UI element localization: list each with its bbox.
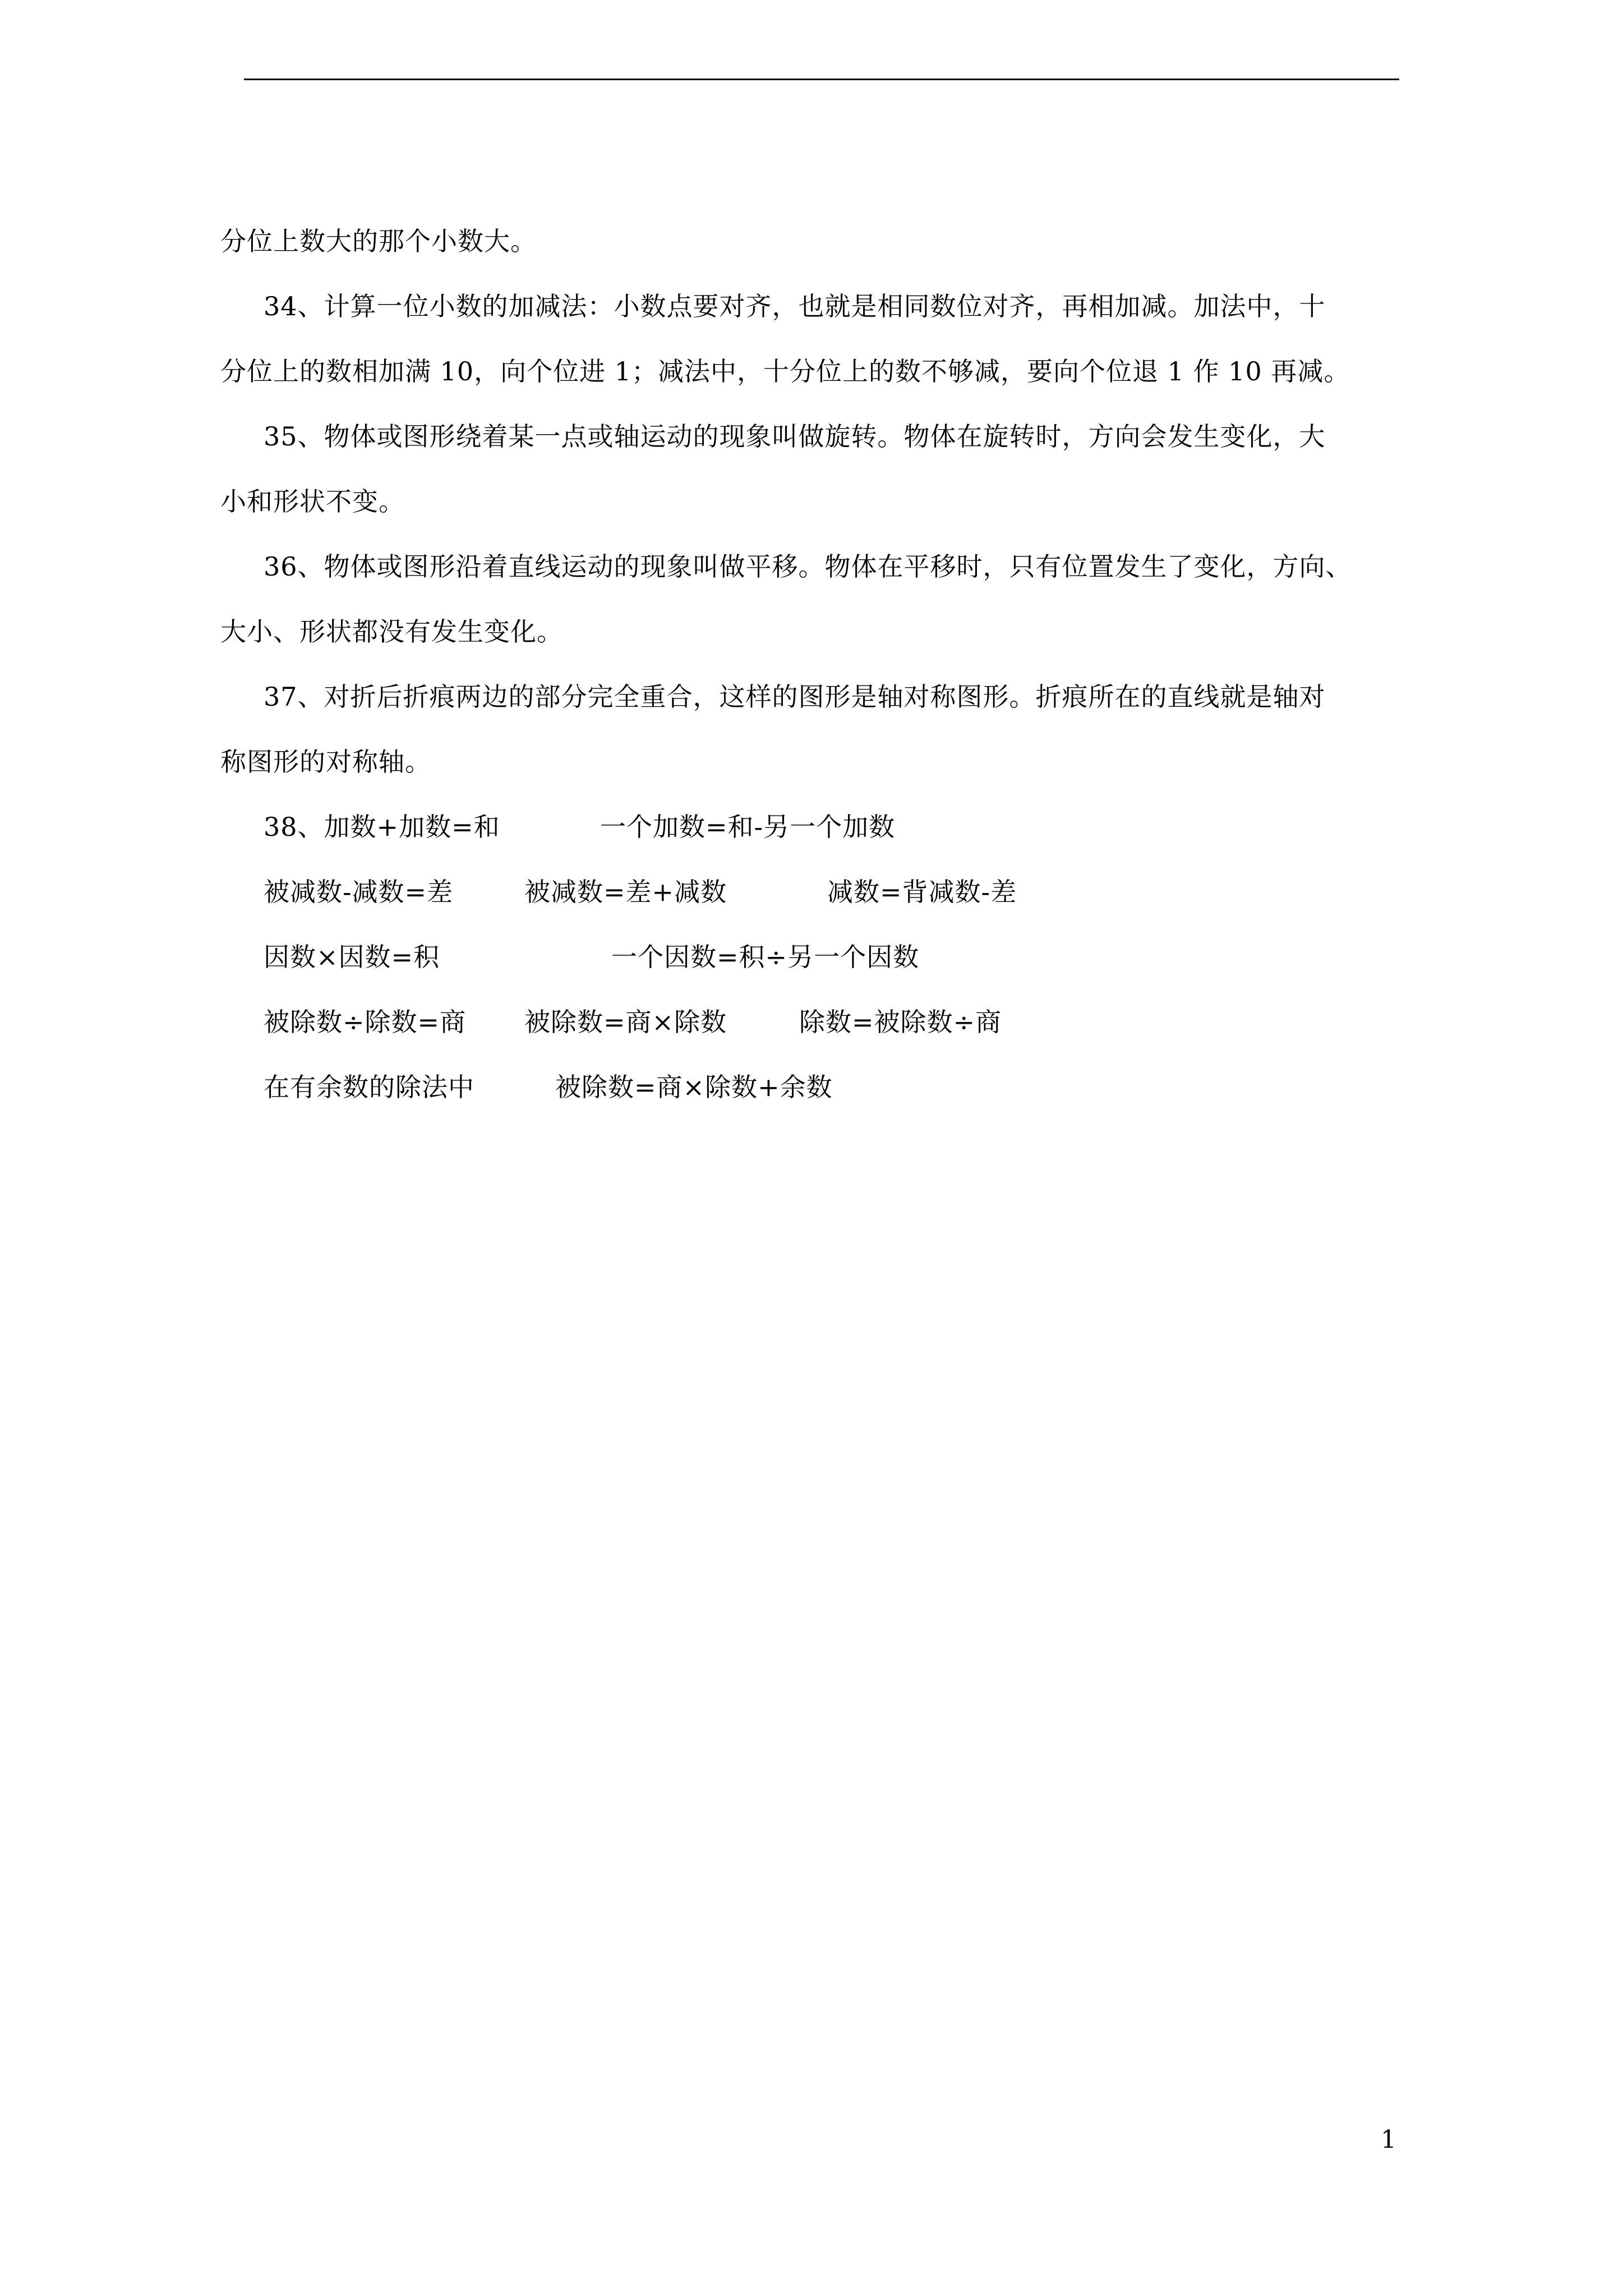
page-number: 1 (1381, 2125, 1396, 2154)
paragraph-35-line-1: 35、物体或图形绕着某一点或轴运动的现象叫做旋转。物体在旋转时，方向会发生变化，大 (264, 421, 1326, 452)
formula-row-multiplication (220, 924, 1421, 990)
paragraph-34-line-2: 分位上的数相加满 10，向个位进 1；减法中，十分位上的数不够减，要向个位退 1 作 10 再减。 (220, 356, 1350, 386)
formula-division-quotient: 被除数÷除数=商 (264, 1007, 467, 1037)
paragraph-37-line-2: 称图形的对称轴。 (220, 747, 431, 777)
paragraph-37-line-1: 37、对折后折痕两边的部分完全重合，这样的图形是轴对称图形。折痕所在的直线就是轴对 (264, 682, 1326, 712)
formula-row-remainder (220, 1055, 1421, 1120)
formula-division-divisor: 除数=被除数÷商 (799, 1007, 1002, 1037)
paragraph-36-line-1: 36、物体或图形沿着直线运动的现象叫做平移。物体在平移时，只有位置发生了变化，方向、 (264, 551, 1352, 582)
header-rule (244, 79, 1399, 80)
body-text (220, 209, 1421, 1120)
paragraph-34-line-1: 34、计算一位小数的加减法：小数点要对齐，也就是相同数位对齐，再相加减。加法中，十 (264, 291, 1326, 321)
paragraph-continuation: 分位上数大的那个小数大。 (220, 226, 537, 256)
formula-multiplication-product: 因数×因数=积 (264, 942, 440, 972)
formula-row-subtraction (220, 859, 1421, 924)
formula-multiplication-factor: 一个因数=积÷另一个因数 (611, 942, 920, 972)
formula-remainder-label: 在有余数的除法中 (264, 1072, 474, 1102)
formula-addition-sum: 38、加数+加数=和 (264, 812, 500, 842)
formula-addition-addend: 一个加数=和-另一个加数 (600, 812, 896, 842)
paragraph-36-line-2: 大小、形状都没有发生变化。 (220, 616, 563, 647)
formula-remainder-dividend: 被除数=商×除数+余数 (555, 1072, 833, 1102)
formula-division-dividend: 被除数=商×除数 (524, 1007, 727, 1037)
formula-subtraction-difference: 被减数-减数=差 (264, 877, 454, 907)
formula-row-addition (220, 794, 1421, 859)
paragraph-35-line-2: 小和形状不变。 (220, 486, 405, 517)
formula-subtraction-subtrahend: 减数=背减数-差 (827, 877, 1017, 907)
formula-row-division (220, 990, 1421, 1055)
formula-subtraction-minuend: 被减数=差+减数 (524, 877, 727, 907)
